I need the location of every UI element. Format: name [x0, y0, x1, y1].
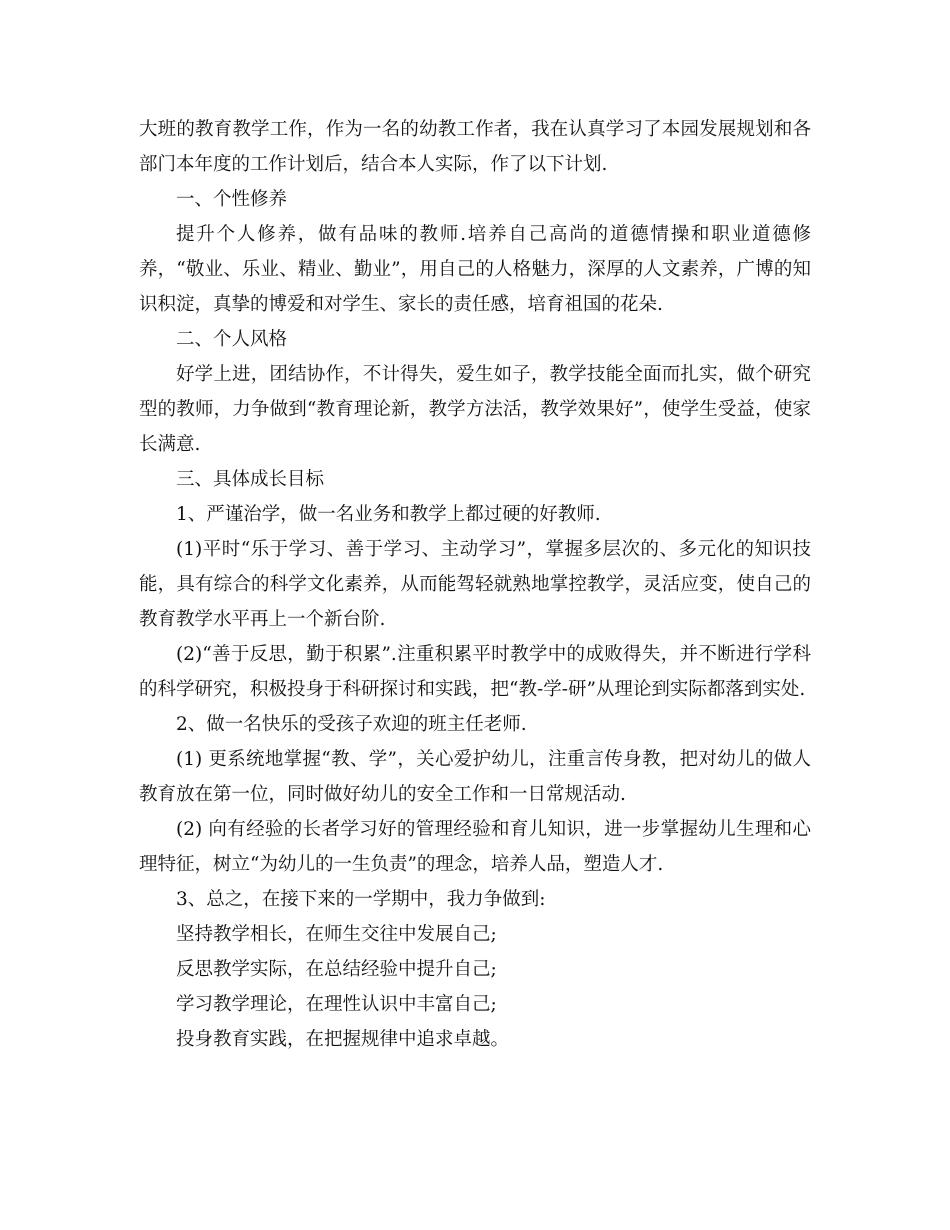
closing-line-1: 坚持教学相长，在师生交往中发展自己;	[176, 924, 497, 945]
document-body	[139, 112, 811, 1057]
section-heading-personal-cultivation: 一、个性修养	[176, 189, 288, 210]
paragraph-personal-style: 好学上进，团结协作，不计得失，爱生如子，教学技能全面而扎实，做个研究型的教师，力争做到“教育理论新，教学方法活，教学效果好”，使学生受益，使家长满意.	[139, 364, 811, 455]
goal-item-2-sub-2: (2) 向有经验的长者学习好的管理经验和育儿知识，进一步掌握幼儿生理和心理特征，树立“为幼儿的一生负责”的理念，培养人品，塑造人才.	[139, 819, 811, 875]
section-heading-personal-style: 二、个人风格	[176, 329, 288, 350]
goal-item-1-sub-2: (2)“善于反思，勤于积累”.注重积累平时教学中的成败得失，并不断进行学科的科学研究，积极投身于科研探讨和实践，把“教-学-研”从理论到实际都落到实处.	[139, 644, 811, 700]
section-heading-growth-goals: 三、具体成长目标	[176, 469, 325, 490]
closing-line-3: 学习教学理论，在理性认识中丰富自己;	[176, 994, 497, 1015]
goal-item-2-sub-1: (1) 更系统地掌握“教、学”，关心爱护幼儿，注重言传身教，把对幼儿的做人教育放在第一位，同时做好幼儿的安全工作和一日常规活动.	[139, 749, 811, 805]
paragraph-intro: 大班的教育教学工作，作为一名的幼教工作者，我在认真学习了本园发展规划和各部门本年度的工作计划后，结合本人实际，作了以下计划.	[139, 119, 811, 175]
goal-item-2: 2、做一名快乐的受孩子欢迎的班主任老师.	[176, 714, 527, 735]
goal-item-3: 3、总之，在接下来的一学期中，我力争做到:	[176, 889, 546, 910]
closing-line-2: 反思教学实际，在总结经验中提升自己;	[176, 959, 497, 980]
goal-item-1-sub-1: (1)平时“乐于学习、善于学习、主动学习”，掌握多层次的、多元化的知识技能，具有综合的科学文化素养，从而能驾轻就熟地掌控教学，灵活应变，使自己的教育教学水平再上一个新台阶.	[139, 539, 811, 630]
paragraph-personal-cultivation: 提升个人修养，做有品味的教师.培养自己高尚的道德情操和职业道德修养，“敬业、乐业、精业、勤业”，用自己的人格魅力，深厚的人文素养，广博的知识积淀，真挚的博爱和对学生、家长的责任感，培育祖国的花朵.	[139, 224, 811, 315]
closing-line-4: 投身教育实践，在把握规律中追求卓越。	[176, 1029, 510, 1050]
goal-item-1: 1、严谨治学，做一名业务和教学上都过硬的好教师.	[176, 504, 601, 525]
